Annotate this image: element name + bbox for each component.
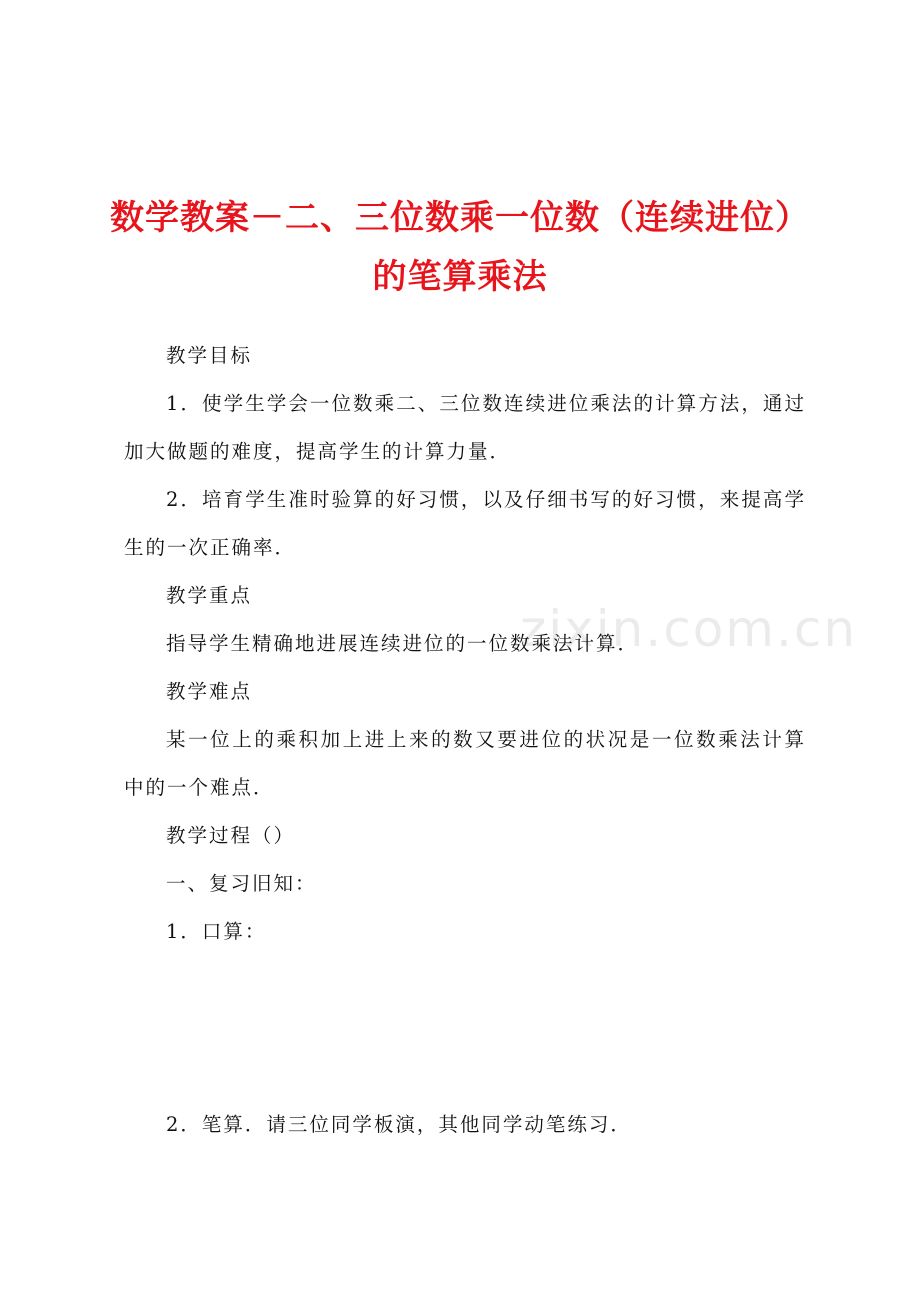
- document-title-line-1: 数学教案－二、三位数乘一位数（连续进位）: [110, 198, 810, 238]
- paragraph-line: 生的一次正确率．: [124, 536, 297, 559]
- paragraph-line: 指导学生精确地进展连续进位的一位数乘法计算．: [166, 632, 640, 655]
- paragraph-line: 中的一个难点．: [124, 776, 275, 799]
- document-title-line-2: 的笔算乘法: [372, 257, 548, 297]
- heading-difficulties: 教学难点: [166, 680, 253, 703]
- watermark: zixin.com.cn: [520, 600, 858, 658]
- item-oral-calculation: 1．口算：: [166, 920, 267, 943]
- heading-teaching-process: 教学过程（）: [166, 824, 296, 847]
- paragraph-line: 某一位上的乘积加上进上来的数又要进位的状况是一位数乘法计算: [166, 728, 806, 751]
- paragraph-line: 2．培育学生准时验算的好习惯，以及仔细书写的好习惯，来提高学: [166, 488, 806, 511]
- heading-key-points: 教学重点: [166, 584, 253, 607]
- paragraph-line: 加大做题的难度，提高学生的计算力量．: [124, 440, 512, 463]
- item-written-calculation: 2．笔算．请三位同学板演，其他同学动笔练习．: [166, 1113, 632, 1136]
- paragraph-line: 1．使学生学会一位数乘二、三位数连续进位乘法的计算方法，通过: [166, 392, 806, 415]
- heading-teaching-goals: 教学目标: [166, 344, 253, 367]
- section-review-heading: 一、复习旧知：: [166, 872, 317, 895]
